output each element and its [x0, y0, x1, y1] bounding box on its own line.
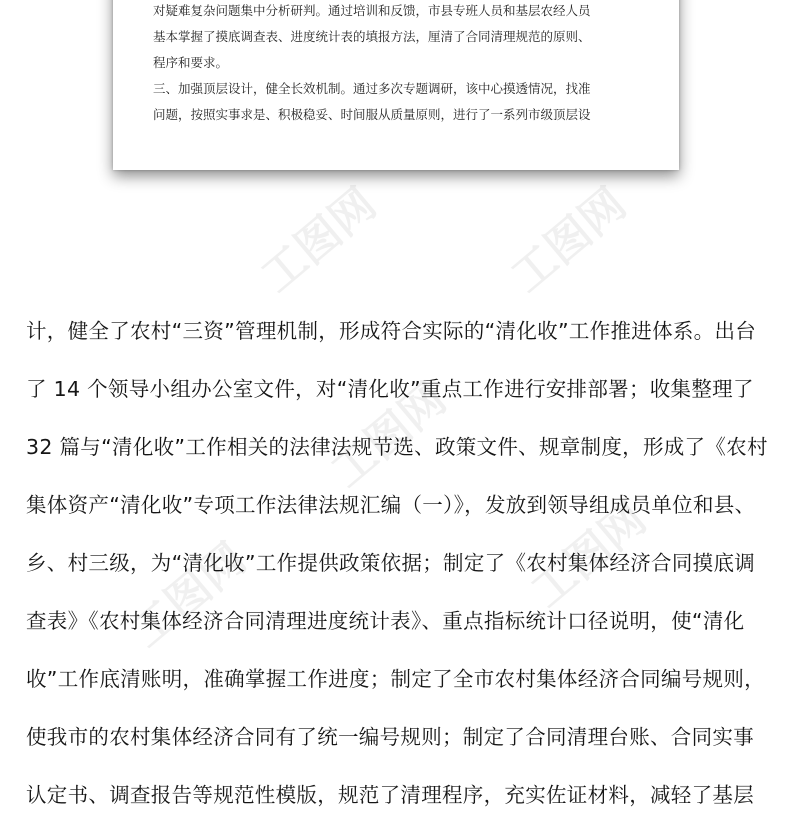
card-text-line: 基本掌握了摸底调查表、进度统计表的填报方法，厘清了合同清理规范的原则、 [153, 29, 591, 44]
body-text-line: 收”工作底清账明，准确掌握工作进度；制定了全市农村集体经济合同编号规则， [26, 667, 765, 691]
watermark: 工图网 [121, 533, 256, 658]
body-text-line: 认定书、调查报告等规范性模版，规范了清理程序，充实佐证材料，减轻了基层 [26, 783, 754, 807]
card-text-line: 对疑难复杂问题集中分析研判。通过培训和反馈，市县专班人员和基层农经人员 [153, 3, 591, 18]
watermark: 工图网 [521, 493, 656, 618]
body-text-line: 32 篇与“清化收”工作相关的法律法规节选、政策文件、规章制度，形成了《农村 [26, 435, 768, 459]
watermark: 工图网 [251, 178, 386, 303]
watermark: 工图网 [501, 178, 636, 303]
body-text-line: 集体资产“清化收”专项工作法律法规汇编（一）》，发放到领导组成员单位和县、 [26, 493, 756, 517]
body-text-line: 计，健全了农村“三资”管理机制，形成符合实际的“清化收”工作推进体系。出台 [26, 319, 757, 343]
body-text-line: 使我市的农村集体经济合同有了统一编号规则；制定了合同清理台账、合同实事 [26, 725, 754, 749]
card-text-line: 三、加强顶层设计，健全长效机制。通过多次专题调研，该中心摸透情况，找准 [153, 81, 591, 96]
body-text-line: 查表》《农村集体经济合同清理进度统计表》、重点指标统计口径说明，使“清化 [26, 609, 745, 633]
card-text-line: 程序和要求。 [153, 55, 229, 70]
body-text-line: 乡、村三级，为“清化收”工作提供政策依据；制定了《农村集体经济合同摸底调 [26, 551, 756, 575]
document-preview-card [113, 0, 679, 170]
document-body [26, 319, 786, 824]
body-text-line: 了 14 个领导小组办公室文件，对“清化收”重点工作进行安排部署；收集整理了 [26, 377, 754, 401]
watermark: 工图网 [321, 373, 456, 498]
card-text-line: 问题，按照实事求是、积极稳妥、时间服从质量原则，进行了一系列市级顶层设 [153, 107, 591, 122]
